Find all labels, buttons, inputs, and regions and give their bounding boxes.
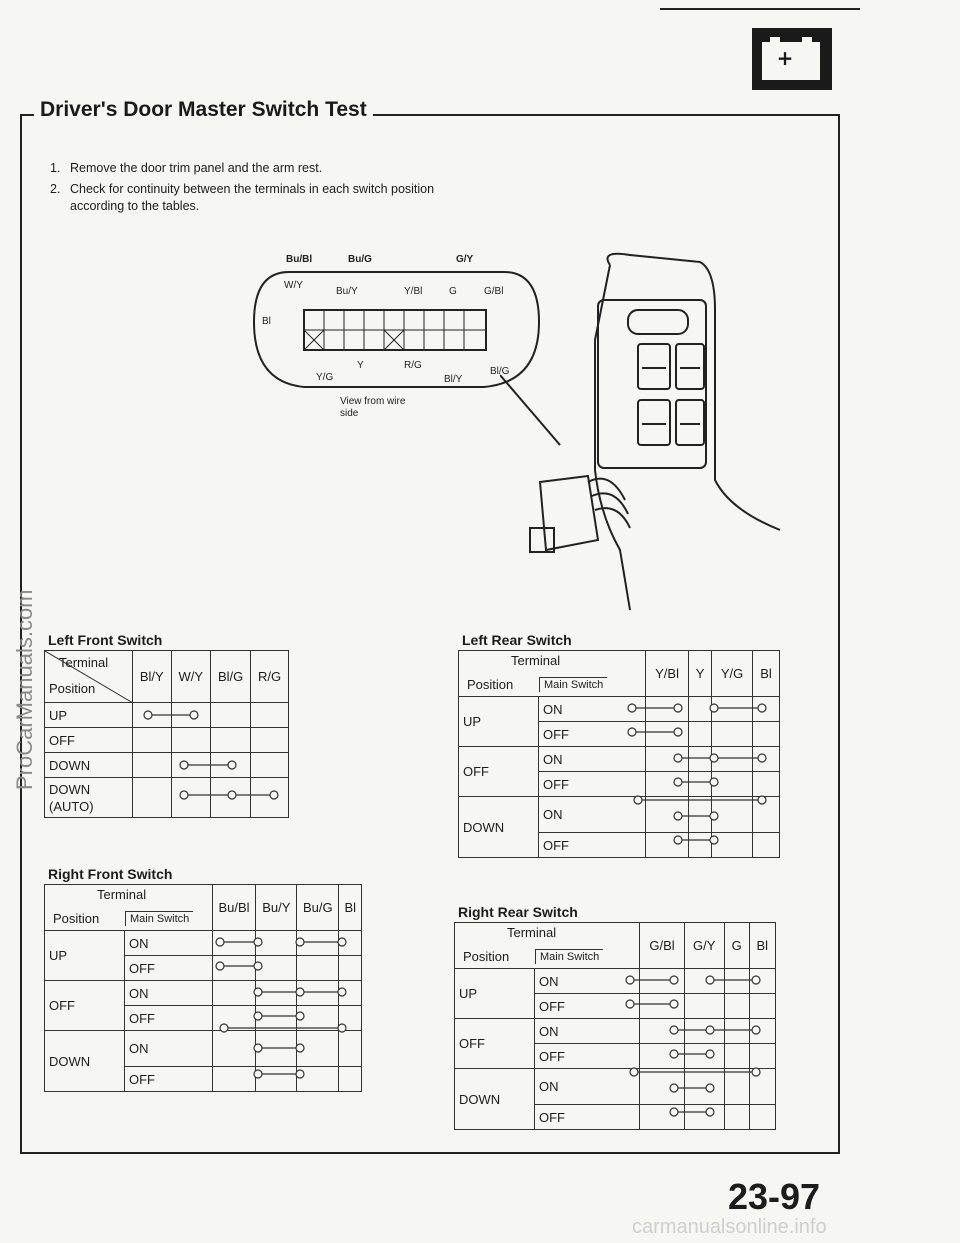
table-row: OFF: [45, 1067, 362, 1092]
table-row: OFF ON: [45, 981, 362, 1006]
table-row: OFF: [459, 722, 780, 747]
column-header: R/G: [251, 651, 289, 703]
table-row: UP: [45, 703, 289, 728]
table-row: OFF: [455, 1044, 776, 1069]
table-row: DOWN ON: [455, 1069, 776, 1105]
left-front-title: Left Front Switch: [48, 632, 163, 648]
table-row: OFF: [45, 956, 362, 981]
step-1: 1. Remove the door trim panel and the arm rest.: [50, 161, 323, 175]
svg-text:View from wire: View from wire: [340, 396, 406, 407]
table-row: DOWN ON: [45, 1031, 362, 1067]
column-header: Bl/Y: [133, 651, 172, 703]
svg-text:Bl/G: Bl/G: [490, 366, 510, 377]
table-row: OFF ON: [455, 1019, 776, 1044]
table-row: OFF: [45, 728, 289, 753]
battery-icon: + −: [752, 28, 832, 90]
right-front-table: Terminal Position Main Switch Bu/Bl Bu/Y Bu/G Bl UP ON OFF OFF ON OFF DOWN ON OFF: [44, 884, 362, 1092]
table-row: UP ON: [45, 931, 362, 956]
svg-text:Bu/Bl: Bu/Bl: [286, 254, 313, 265]
svg-text:G/Bl: G/Bl: [484, 286, 504, 297]
connector-diagram: [244, 252, 544, 427]
table-row: UP ON: [459, 697, 780, 722]
table-row: DOWN ON: [459, 797, 780, 833]
table-row: OFF: [455, 994, 776, 1019]
table-row: OFF: [455, 1105, 776, 1130]
table-row: OFF: [459, 772, 780, 797]
svg-text:side: side: [340, 408, 359, 419]
svg-text:R/G: R/G: [404, 360, 422, 371]
left-rear-title: Left Rear Switch: [462, 632, 572, 648]
table-row: DOWN: [45, 753, 289, 778]
svg-text:Bl: Bl: [262, 316, 271, 327]
svg-text:G: G: [449, 286, 457, 297]
instruction-list: [50, 160, 490, 219]
page-title: Driver's Door Master Switch Test: [34, 98, 373, 122]
corner-header: Terminal Position Main Switch: [459, 651, 646, 697]
svg-text:Y/Bl: Y/Bl: [404, 286, 423, 297]
right-rear-continuity: [454, 922, 776, 1122]
corner-header: Terminal Position: [45, 651, 133, 703]
table-row: DOWN (AUTO): [45, 778, 289, 818]
table-row: OFF: [459, 833, 780, 858]
right-front-title: Right Front Switch: [48, 866, 173, 882]
table-row: OFF ON: [459, 747, 780, 772]
right-rear-table: Terminal Position Main Switch G/Bl G/Y G Bl UP ON OFF OFF ON OFF DOWN ON OFF: [454, 922, 776, 1130]
table-row: OFF: [45, 1006, 362, 1031]
svg-text:Y: Y: [357, 360, 364, 371]
corner-header: Terminal Position Main Switch: [45, 885, 213, 931]
table-row: UP ON: [455, 969, 776, 994]
top-rule: [660, 8, 860, 10]
column-header: Bl/G: [210, 651, 250, 703]
bottom-watermark: carmanualsonline.info: [632, 1216, 827, 1238]
master-switch-illustration: [500, 250, 790, 620]
svg-text:ProCarManuals.com: ProCarManuals.com: [12, 589, 37, 790]
right-rear-title: Right Rear Switch: [458, 904, 578, 920]
page-number: 23-97: [728, 1176, 821, 1217]
column-header: W/Y: [171, 651, 210, 703]
svg-text:Bu/Y: Bu/Y: [336, 286, 358, 297]
svg-text:Y/G: Y/G: [316, 372, 334, 383]
svg-text:Bu/G: Bu/G: [348, 254, 372, 265]
step-2: 2. Check for continuity between the terminals in each switch position according to the tables.: [50, 182, 435, 213]
right-front-continuity: [44, 884, 362, 1084]
corner-header: Terminal Position Main Switch: [455, 923, 640, 969]
left-rear-continuity: [458, 650, 780, 850]
svg-text:Bl/Y: Bl/Y: [444, 374, 463, 385]
svg-text:G/Y: G/Y: [456, 254, 474, 265]
left-rear-table: Terminal Position Main Switch Y/Bl Y Y/G Bl UP ON OFF OFF ON OFF DOWN ON OFF: [458, 650, 780, 858]
svg-text:W/Y: W/Y: [284, 280, 303, 291]
left-front-continuity: [44, 650, 289, 825]
